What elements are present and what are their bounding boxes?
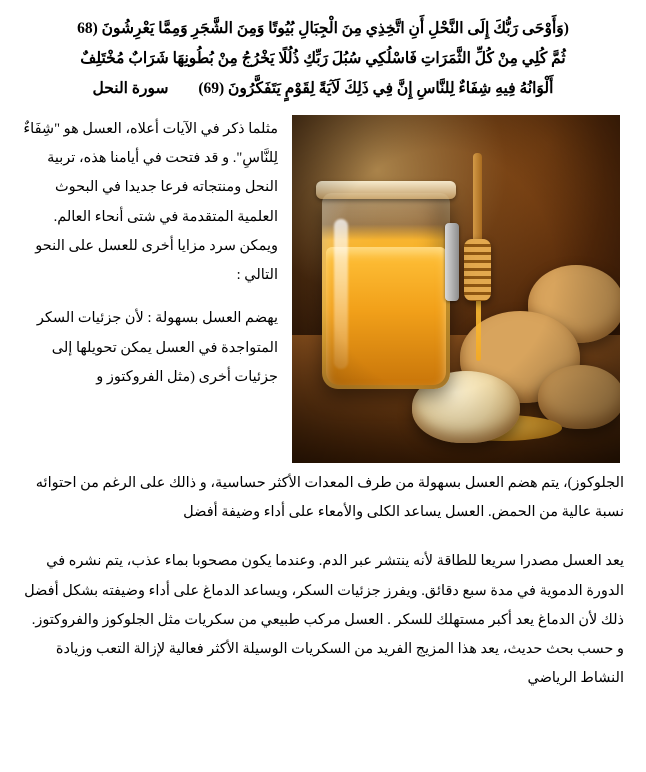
- paragraph-honey-healing: مثلما ذكر في الآيات أعلاه، العسل هو "شِفَاءٌ لِلنَّاسِ". و قد فتحت في أيامنا هذه، تربية النحل ومنتجاته فرعا جديدا في البحوث العلمية المتقدمة في شتى أنحاء العالم. ويمكن سرد مزايا أخرى للعسل على النحو التالي :: [23, 120, 278, 284]
- photo-vignette: [292, 115, 620, 463]
- image-and-text-row: [22, 115, 624, 463]
- quran-verse-line-1: (وَأَوْحَى رَبُّكَ إِلَى النَّحْلِ أَنِ اتَّخِذِي مِنَ الْجِبَالِ بُيُوتًا وَمِنَ الشَّجَرِ وَمِمَّا يَعْرِشُونَ (68: [77, 20, 569, 37]
- quran-verses-block: [32, 14, 614, 105]
- side-text-column: [22, 115, 278, 407]
- quran-verse-text-3: أَلْوَانُهُ فِيهِ شِفَاءٌ لِلنَّاسِ إِنَّ فِي ذَلِكَ لَآيَةً لِقَوْمٍ يَتَفَكَّرُونَ (69): [198, 80, 554, 98]
- paragraph-honey-digestion-end: الجلوكوز)، يتم هضم العسل بسهولة من طرف المعدات الأكثر حساسية، و ذالك على الرغم من احتوائه نسبة عالية من الحمض. العسل يساعد الكلى والأمعاء على أداء وضيفة أفضل: [35, 474, 624, 520]
- honey-jar-photo: [292, 115, 620, 463]
- quran-verse-line-2: ثُمَّ كُلِي مِنْ كُلِّ الثَّمَرَاتِ فَاسْلُكِي سُبُلَ رَبِّكِ ذُلُلًا يَخْرُجُ مِنْ بُطُونِهَا شَرَابٌ مُخْتَلِفٌ: [80, 50, 566, 68]
- paragraph-honey-energy: يعد العسل مصدرا سريعا للطاقة لأنه ينتشر عبر الدم. وعندما يكون مصحوبا بماء عذب، يتم نشره في الدورة الدموية في مدة سبع دقائق. ويفرز جزئيات السكر، ويساعد الدماغ على أداء وضيفته بشكل أفضل ذلك لأن الدماغ يعد أكبر مستهلك للسكر . العسل مركب طبيعي من سكريات مثل الجلوكوز والفروكتوز. و حسب بحث حديث، يعد هذا المزيج الفريد من السكريات الوسيلة الأكثر فعالية لإزالة التعب وزيادة النشاط الرياضي: [24, 553, 624, 687]
- quran-verse-line-3: [32, 74, 614, 104]
- paragraph-honey-digestion-start: يهضم العسل بسهولة : لأن جزئيات السكر المتواجدة في العسل يمكن تحويلها إلى جزئيات أخرى (مثل الفروكتوز و: [36, 310, 278, 385]
- body-text-column: [22, 469, 624, 694]
- surah-label: سورة النحل: [92, 80, 169, 98]
